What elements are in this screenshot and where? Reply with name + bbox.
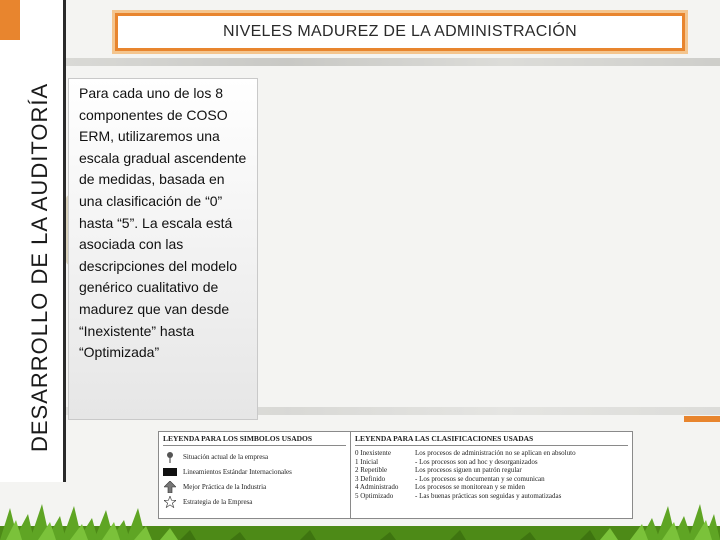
classifications-legend-header: LEYENDA PARA LAS CLASIFICACIONES USADAS — [355, 434, 628, 446]
description-panel — [68, 78, 258, 420]
classification-text: Los procesos se monitorean y se miden — [415, 483, 526, 492]
up-arrow-icon — [163, 481, 177, 493]
classification-row — [355, 449, 628, 458]
legend-symbol-label: Estrategia de la Empresa — [183, 497, 253, 506]
legend-symbol-label: Mejor Práctica de la Industria — [183, 482, 267, 491]
legend-symbol-label: Situación actual de la empresa — [183, 452, 269, 461]
side-title: DESARROLLO DE LA AUDITORÍA — [27, 82, 52, 452]
background-stroke-top — [0, 58, 720, 66]
classification-name: 5 Optimizado — [355, 491, 394, 500]
slide-title-box — [115, 13, 685, 51]
legend-symbol-row — [163, 479, 346, 494]
classification-row — [355, 475, 628, 484]
classification-text: Los procesos siguen un patrón regular — [415, 466, 522, 475]
side-accent — [0, 0, 20, 40]
symbols-legend-header: LEYENDA PARA LOS SIMBOLOS USADOS — [163, 434, 346, 446]
classification-name: 0 Inexistente — [355, 449, 391, 457]
classification-text: - Los procesos son ad hoc y desorganizados — [415, 457, 538, 466]
classification-name: 1 Inicial — [355, 457, 379, 466]
pushpin-icon — [163, 451, 177, 463]
classification-text: Los procesos de administración no se aplican en absoluto — [415, 449, 576, 457]
classification-row — [355, 458, 628, 467]
classification-row — [355, 466, 628, 475]
description-text: Para cada uno de los 8 componentes de COSO ERM, utilizaremos una escala gradual ascendente de medidas, basada en una clasificación de “0” hasta “5”. La escala está asociada con las descripciones del modelo genérico cualitativo de madurez que van desde “Inexistente” hasta “Optimizada” — [79, 85, 247, 361]
classification-name: 3 Definido — [355, 474, 386, 483]
classification-row — [355, 483, 628, 492]
legend-symbol-label: Lineamientos Estándar Internacionales — [183, 467, 292, 476]
black-rectangle-icon — [163, 466, 177, 478]
classification-text: - Los procesos se documentan y se comunican — [415, 474, 545, 483]
slide-title: NIVELES MADUREZ DE LA ADMINISTRACIÓN — [223, 23, 577, 40]
classification-name: 4 Administrado — [355, 483, 399, 492]
legend-symbol-row — [163, 464, 346, 479]
classification-name: 2 Repetible — [355, 466, 388, 475]
classification-text: - Las buenas prácticas son seguidas y automatizadas — [415, 491, 562, 500]
accent-mark — [684, 416, 720, 422]
legend-symbol-row — [163, 449, 346, 464]
grass-decoration — [0, 497, 720, 540]
